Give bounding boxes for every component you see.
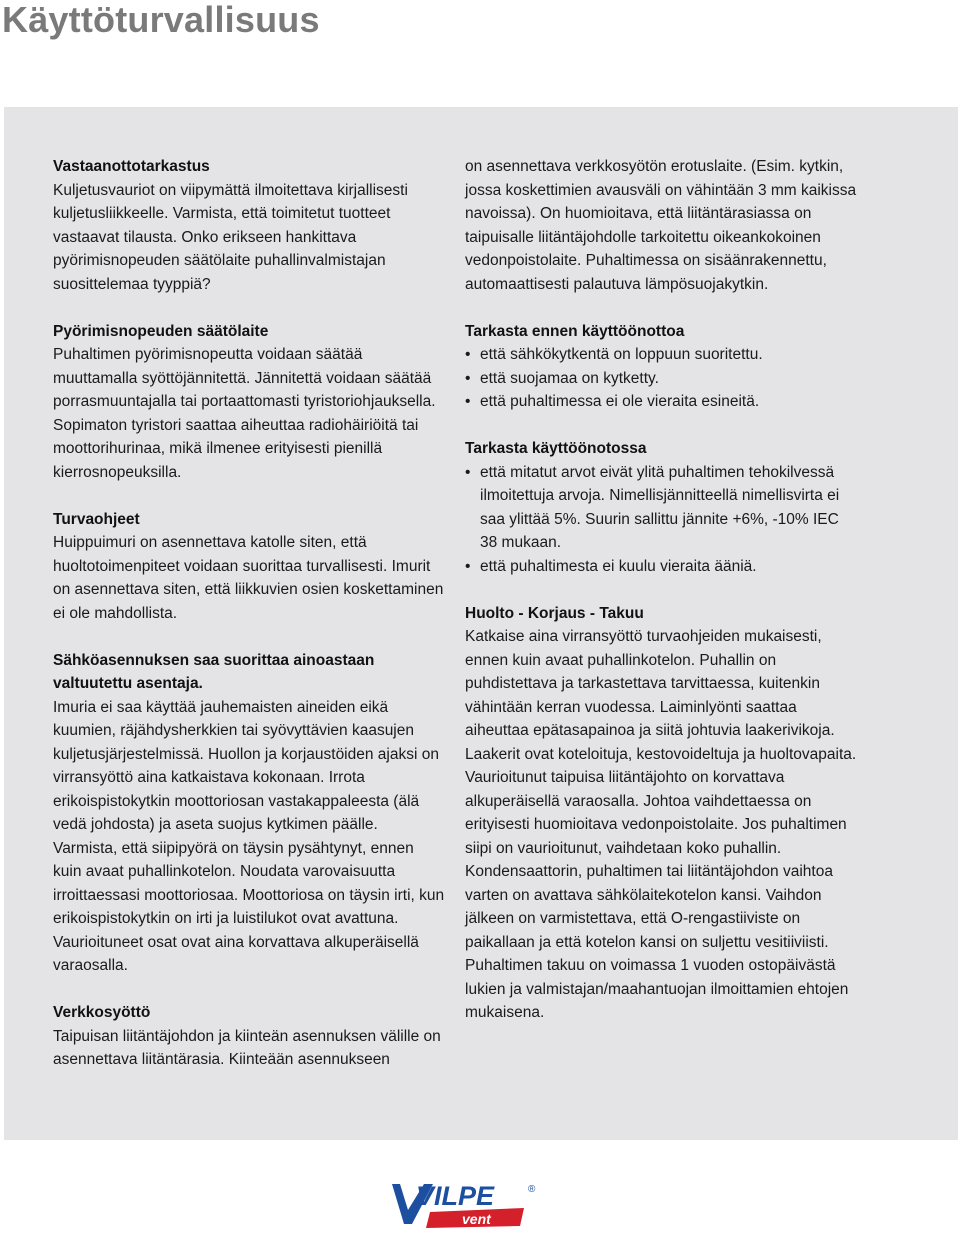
list-item [465,461,860,555]
section-sahkoasennus [53,649,445,978]
section-body: Huippuimuri on asennettava katolle siten, että huoltotoimenpiteet voidaan suorittaa turvallisesti. Imurit on asennettava siten, että liikkuvien osien koskettaminen ei ole mahdollista. [53,534,444,622]
list-item [465,390,860,414]
section-saatolaite [53,320,445,485]
right-column [465,155,860,1048]
bullet-icon: • [465,346,471,363]
bullet-icon: • [465,463,471,481]
content-panel [4,107,958,1140]
checklist [465,343,860,414]
section-body: Kuljetusvauriot on viipymättä ilmoitettava kirjallisesti kuljetusliikkeelle. Varmista, että toimitetut tuotteet vastaavat tilausta. Onko erikseen hankittava pyörimisnopeuden säätölaite puhallinvalmistajan suosittelemaa tyyppiä? [53,181,408,293]
section-heading: Tarkasta ennen käyttöönottoa [465,322,685,340]
list-item [465,343,860,367]
section-body: Katkaise aina virransyöttö turvaohjeiden mukaisesti, ennen kuin avaat puhallinkotelon. Puhallin on puhdistettava ja tarkastettava tarvittaessa, kuitenkin vähintään kerran vuodessa. Laiminlyönti saattaa aiheuttaa epätasapainoa ja siitä johtuvia laakerivikoja. Laakerit ovat koteloituja, kestovoideltuja ja huoltovapaita. Vaurioitunut taipuisa liitäntäjohto on korvattava alkuperäisellä varaosalla. Johtoa vaihdettaessa on erityisesti huomioitava vedonpoistolaite. Jos puhaltimen siipi on vaurioitunut, vaihdetaan koko puhallin. Kondensaattorin, puhaltimen tai liitäntäjohdon vaihtoa varten on avattava sähkölaitekotelon kansi. Vaihdon jälkeen on varmistettava, että O-rengastiiviste on paikallaan ja että kotelon kansi on suljettu vesitiiviisti. Puhaltimen takuu on voimassa 1 vuoden ostopäivästä lukien ja valmistajan/maahantuojan ilmoittamien ehtojen mukaisena. [465,628,857,1021]
checklist [465,461,860,579]
section-heading: Verkkosyöttö [53,1004,151,1021]
section-heading: Pyörimisnopeuden säätölaite [53,322,269,340]
section-vastaanottotarkastus [53,155,445,296]
list-item-text: että mitatut arvot eivät ylitä puhaltimen tehokilvessä ilmoitettuja arvoja. Nimellisjännitteellä nimellisvirta ei saa ylittää 5%. Suurin sallittu jännite +6%, -10% IEC 38 mukaan. [480,463,840,551]
section-body: on asennettava verkkosyötön erotuslaite. (Esim. kytkin, jossa koskettimien avausväli on vähintään 3 mm kaikissa navoissa). On huomioitava, että liitäntärasiassa on taipuisalle liitäntäjohdolle tarkoitettu oikeankokoinen vedonpoistolaite. Puhaltimessa on sisäänrakennettu, automaattisesti palautuva lämpösuojakytkin. [465,158,857,293]
section-body: Taipuisan liitäntäjohdon ja kiinteän asennuksen välille on asennettava liitäntärasia. Kiinteään asennukseen [53,1027,441,1068]
list-item-text: että sähkökytkentä on loppuun suoritettu. [480,346,763,363]
section-heading: Sähköasennuksen saa suorittaa ainoastaan valtuutettu asentaja. [53,651,375,692]
logo-brand-text: VILPE [416,1181,495,1211]
section-verkkosyotto [53,1001,445,1072]
section-heading: Turvaohjeet [53,510,140,528]
list-item [465,555,860,579]
section-heading: Tarkasta käyttöönotossa [465,440,647,457]
vilpe-vent-logo [386,1178,538,1234]
bullet-icon: • [465,393,471,410]
list-item-text: että puhaltimesta ei kuulu vieraita ääniä. [480,557,757,575]
bullet-icon: • [465,369,471,387]
section-tarkasta-ennen [465,320,860,414]
section-verkkosyotto-continued [465,155,860,296]
logo-sub-text: vent [462,1211,491,1227]
section-body: Imuria ei saa käyttää jauhemaisten aineiden eikä kuumien, räjähdysherkkien tai syövyttävien kaasujen kuljetusjärjestelmissä. Huollon ja korjaustöiden ajaksi on virransyöttö aina katkaistava kokonaan. Irrota erikoispistokytkin moottoriosan vastakappaleesta (älä vedä johdosta) ja aseta suojus kytkimen päälle. Varmista, että siipipyörä on täysin pysähtynyt, ennen kuin avaat puhallinkotelon. Noudata varovaisuutta irroittaessasi moottoriosaa. Moottoriosa on täysin irti, kun erikoispistokytkin on irti ja luistilukot ovat avattuna. Vaurioituneet osat ovat aina korvattava alkuperäisellä varaosalla. [53,698,445,974]
page-title: Käyttöturvallisuus [2,0,320,40]
bullet-icon: • [465,557,471,575]
section-heading: Vastaanottotarkastus [53,158,210,175]
section-body: Puhaltimen pyörimisnopeutta voidaan säätää muuttamalla syöttöjännitettä. Jännitettä voidaan säätää porrasmuuntajalla tai portaattomasti tyristoriohjauksella. Sopimaton tyristori saattaa aiheuttaa radiohäiriöitä tai moottorihurinaa, mikä ilmenee erityisesti pienillä kierrosnopeuksilla. [53,346,436,481]
list-item [465,367,860,391]
section-heading: Huolto - Korjaus - Takuu [465,604,644,622]
logo-registered-mark: ® [528,1184,536,1195]
list-item-text: että puhaltimessa ei ole vieraita esineitä. [480,393,760,410]
left-column [53,155,445,1095]
section-turvaohjeet [53,508,445,626]
section-huolto [465,602,860,1025]
section-tarkasta-kayttoonotossa [465,437,860,578]
list-item-text: että suojamaa on kytketty. [480,369,659,387]
